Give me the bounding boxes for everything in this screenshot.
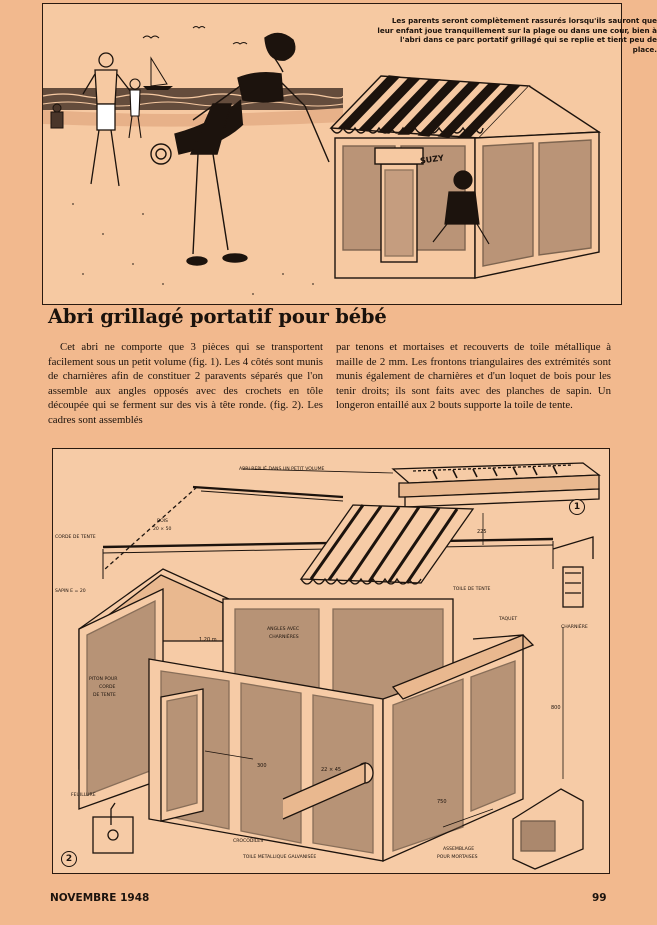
top-caption: Les parents seront complètement rassurés lorsqu'ils sauront que leur enfant joue tranquillement sur la plage ou dans une cour, bien à l'abri dans ce parc portatif grillagé qui se replie et tient peu de place. bbox=[377, 16, 657, 54]
label-tent-canvas: TOILE DE TENTE bbox=[453, 587, 491, 592]
label-wood-dim: 20 × 50 bbox=[153, 527, 172, 532]
label-peg-3: DE TENTE bbox=[93, 693, 116, 698]
beach-illustration bbox=[42, 3, 657, 305]
page-number: 99 bbox=[592, 892, 607, 904]
body-text-right: par tenons et mortaises et recouverts de toile métallique à maille de 2 mm. Les frontons triangulaires des extrémités sont munis également de charnières et d'un loquet de bois pour les tenir droits; ils sont faits avec des planches de sapin. Un longeron entaillé aux 2 bouts supporte la toile de tente. bbox=[336, 341, 611, 412]
label-galvanized-mesh: TOILE METALLIQUE GALVANISÉE bbox=[243, 855, 317, 860]
label-hinge: CHARNIÈRE bbox=[561, 625, 588, 630]
dim-225: 225 bbox=[477, 529, 487, 535]
label-folded: ABRI REPLIÉ DANS UN PETIT VOLUME bbox=[239, 467, 325, 472]
label-peg-1: PITON POUR bbox=[89, 677, 118, 682]
label-peg-2: CORDE bbox=[99, 685, 116, 690]
shelter-name-sign: SUZY bbox=[419, 153, 445, 166]
label-angles-1: ANGLES AVEC bbox=[267, 627, 300, 632]
label-cleat: TAQUET bbox=[499, 617, 518, 622]
dim-800: 800 bbox=[551, 705, 561, 711]
label-rebate: FEUILLURE bbox=[71, 793, 96, 798]
label-assembly-2: POUR MORTAISES bbox=[437, 855, 478, 860]
dim-750: 750 bbox=[437, 799, 447, 805]
dim-22x45: 22 × 45 bbox=[321, 767, 342, 773]
label-fir: SAPIN E = 20 bbox=[55, 589, 86, 594]
dim-300: 300 bbox=[257, 763, 267, 769]
dim-120: 1,20 m bbox=[199, 637, 217, 643]
body-text-left: Cet abri ne comporte que 3 pièces qui se transportent facilement sous un petit volume (fig. 1). Les 4 côtés sont munis de charnières afin de constituer 2 paravents séparés que l'on assemble aux angles opposés avec des crochets en tôle découpée qui se ferment sur des vis à tête ronde. (fig. 2). Les cadres sont assemblés bbox=[48, 341, 323, 426]
article-title: Abri grillagé portatif pour bébé bbox=[48, 305, 387, 328]
label-crocodiles: CROCODILES bbox=[233, 839, 264, 844]
label-wood: BOIS bbox=[157, 519, 168, 524]
issue-date: NOVEMBRE 1948 bbox=[50, 892, 150, 904]
figure-2-marker: 2 bbox=[61, 851, 77, 867]
figure-1-marker: 1 bbox=[569, 499, 585, 515]
label-angles-2: CHARNIÈRES bbox=[269, 635, 299, 640]
label-assembly-1: ASSEMBLAGE bbox=[443, 847, 475, 852]
construction-diagram bbox=[52, 448, 610, 874]
label-rope: CORDE DE TENTE bbox=[55, 535, 96, 540]
shelter-exploded-drawing bbox=[53, 449, 609, 873]
